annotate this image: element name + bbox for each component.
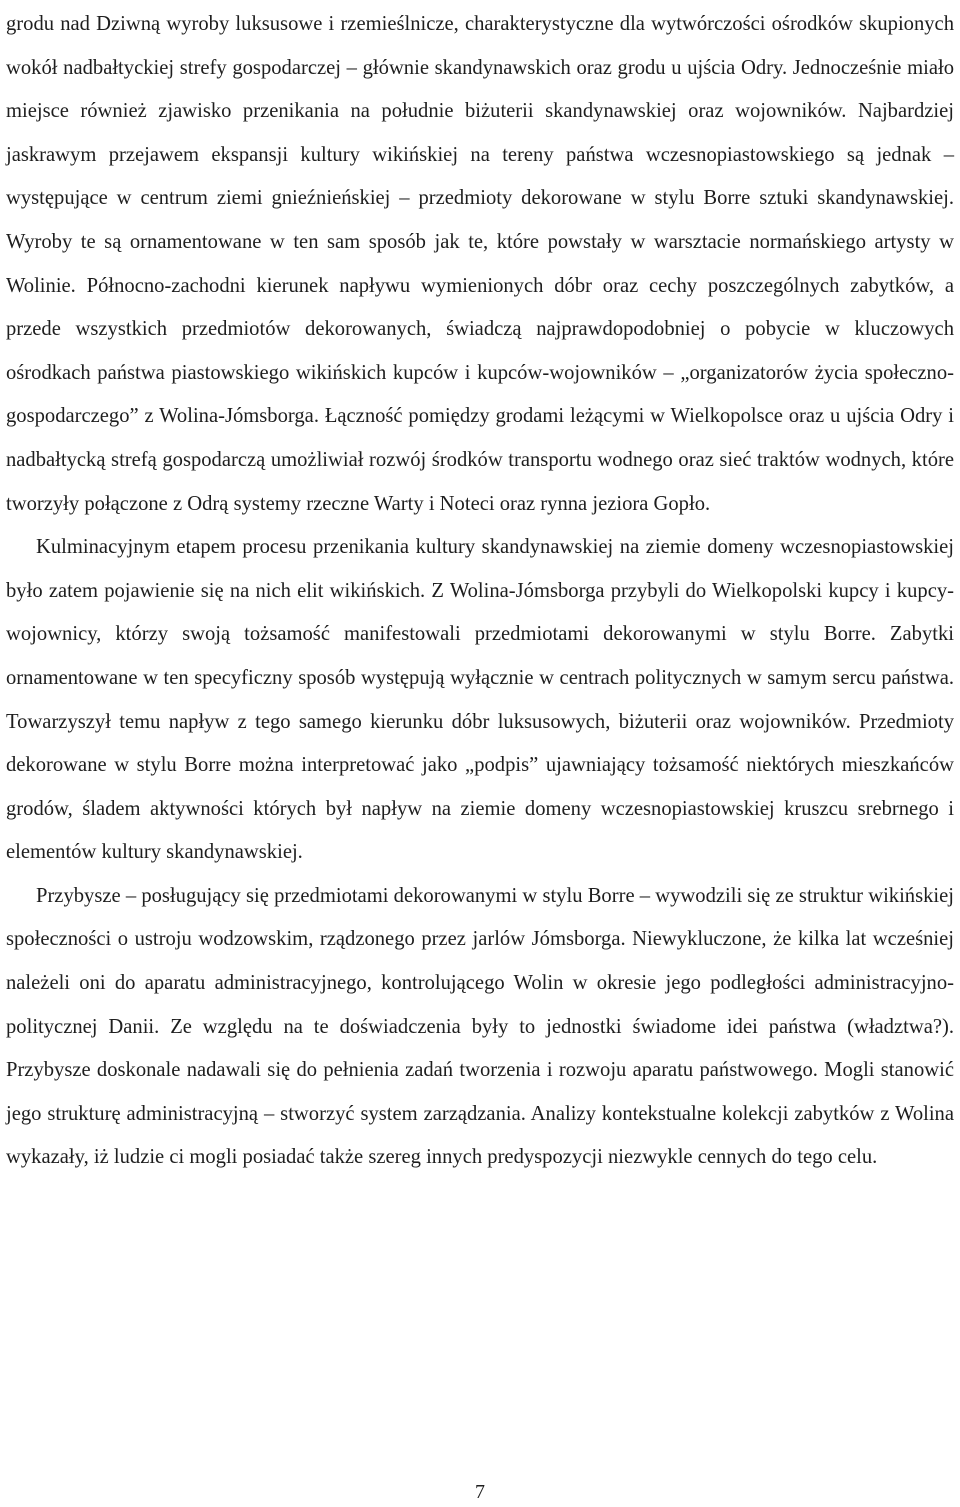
paragraph: grodu nad Dziwną wyroby luksusowe i rzemieślnicze, charakterystyczne dla wytwórczości ośrodków skupionych wokół nadbałtyckiej strefy gospodarczej – głównie skandynawskich oraz grodu u ujścia Odry. Jednocześnie miało miejsce również zjawisko przenikania na południe biżuterii skandynawskiej oraz wojowników. Najbardziej jaskrawym przejawem ekspansji kultury wikińskiej na tereny państwa wczesnopiastowskiego są jednak – występujące w centrum ziemi gnieźnieńskiej – przedmioty dekorowane w stylu Borre sztuki skandynawskiej. Wyroby te są ornamentowane w ten sam sposób jak te, które powstały w warsztacie normańskiego artysty w Wolinie. Północno-zachodni kierunek napływu wymienionych dóbr oraz cechy poszczególnych zabytków, a przede wszystkich przedmiotów dekorowanych, świadczą najprawdopodobniej o pobycie w kluczowych ośrodkach państwa piastowskiego wikińskich kupców i kupców-wojowników – „organizatorów życia społeczno-gospodarczego” z Wolina-Jómsborga. Łączność pomiędzy grodami leżącymi w Wielkopolsce oraz u ujścia Odry i nadbałtycką strefą gospodarczą umożliwiał rozwój środków transportu wodnego oraz sieć traktów wodnych, które tworzyły połączone z Odrą systemy rzeczne Warty i Noteci oraz rynna jeziora Gopło. (6, 13, 954, 515)
paragraph: Przybysze – posługujący się przedmiotami dekorowanymi w stylu Borre – wywodzili się ze struktur wikińskiej społeczności o ustroju wodzowskim, rządzonego przez jarlów Jómsborga. Niewykluczone, że kilka lat wcześniej należeli oni do aparatu administracyjnego, kontrolującego Wolin w okresie jego podległości administracyjno-politycznej Danii. Ze względu na te doświadczenia były to jednostki świadome idei państwa (władztwa?). Przybysze doskonale nadawali się do pełnienia zadań tworzenia i rozwoju aparatu państwowego. Mogli stanowić jego strukturę administracyjną – stworzyć system zarządzania. Analizy kontekstualne kolekcji zabytków z Wolina wykazały, iż ludzie ci mogli posiadać także szereg innych predyspozycji niezwykle cennych do tego celu. (6, 884, 954, 1169)
page-number: 7 (475, 1481, 485, 1503)
paragraph: Kulminacyjnym etapem procesu przenikania kultury skandynawskiej na ziemie domeny wczesnopiastowskiej było zatem pojawienie się na nich elit wikińskich. Z Wolina-Jómsborga przybyli do Wielkopolski kupcy i kupcy-wojownicy, którzy swoją tożsamość manifestowali przedmiotami dekorowanymi w stylu Borre. Zabytki ornamentowane w ten specyficzny sposób występują wyłącznie w centrach politycznych w samym sercu państwa. Towarzyszył temu napływ z tego samego kierunku dóbr luksusowych, biżuterii oraz wojowników. Przedmioty dekorowane w stylu Borre można interpretować jako „podpis” ujawniający tożsamość niektórych mieszkańców grodów, śladem aktywności których był napływ na ziemie domeny wczesnopiastowskiej kruszcu srebrnego i elementów kultury skandynawskiej. (6, 536, 954, 864)
